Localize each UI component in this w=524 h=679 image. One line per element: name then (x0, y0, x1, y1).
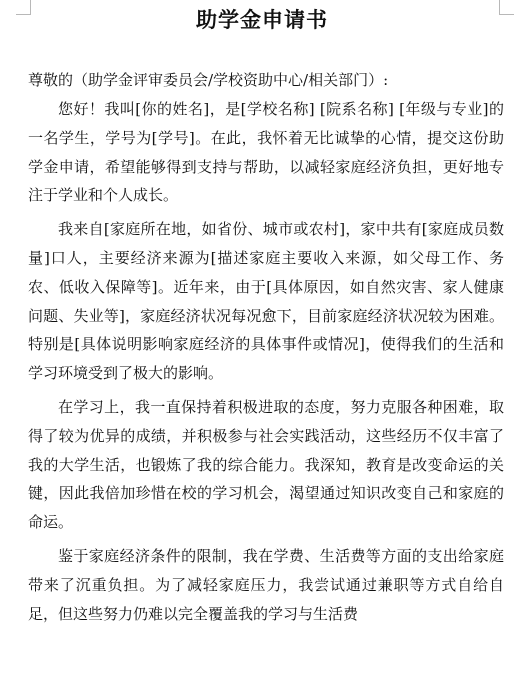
document-body (28, 66, 504, 628)
paragraph-financial-burden: 鉴于家庭经济条件的限制，我在学费、生活费等方面的支出给家庭带来了沉重负担。为了减轻家庭压力，我尝试通过兼职等方式自给自足，但这些努力仍难以完全覆盖我的学习与生活费 (28, 546, 504, 623)
salutation: 尊敬的（助学金评审委员会/学校资助中心/相关部门）: (28, 71, 389, 89)
document-title: 助学金申请书 (196, 8, 328, 32)
paragraph-study-performance: 在学习上，我一直保持着积极进取的态度，努力克服各种困难，取得了较为优异的成绩，并积极参与社会实践活动，这些经历不仅丰富了我的大学生活，也锻炼了我的综合能力。我深知，教育是改变命运的关键，因此我倍加珍惜在校的学习机会，渴望通过知识改变自己和家庭的命运。 (28, 397, 504, 532)
paragraph-family-situation: 我来自[家庭所在地，如省份、城市或农村]，家中共有[家庭成员数量]口人，主要经济来源为[描述家庭主要收入来源，如父母工作、务农、低收入保障等]。近年来，由于[具体原因，如自然灾害、家人健康问题、失业等]，家庭经济状况每况愈下，目前家庭经济状况较为困难。特别是[具体说明影响家庭经济的具体事件或情况]，使得我们的生活和学习环境受到了极大的影响。 (28, 220, 504, 383)
paragraph-introduction: 您好！我叫[你的姓名]，是[学校名称] [院系名称] [年级与专业]的一名学生，学号为[学号]。在此，我怀着无比诚挚的心情，提交这份助学金申请，希望能够得到支持与帮助，以减轻家庭经济负担，更好地专注于学业和个人成长。 (28, 100, 504, 205)
